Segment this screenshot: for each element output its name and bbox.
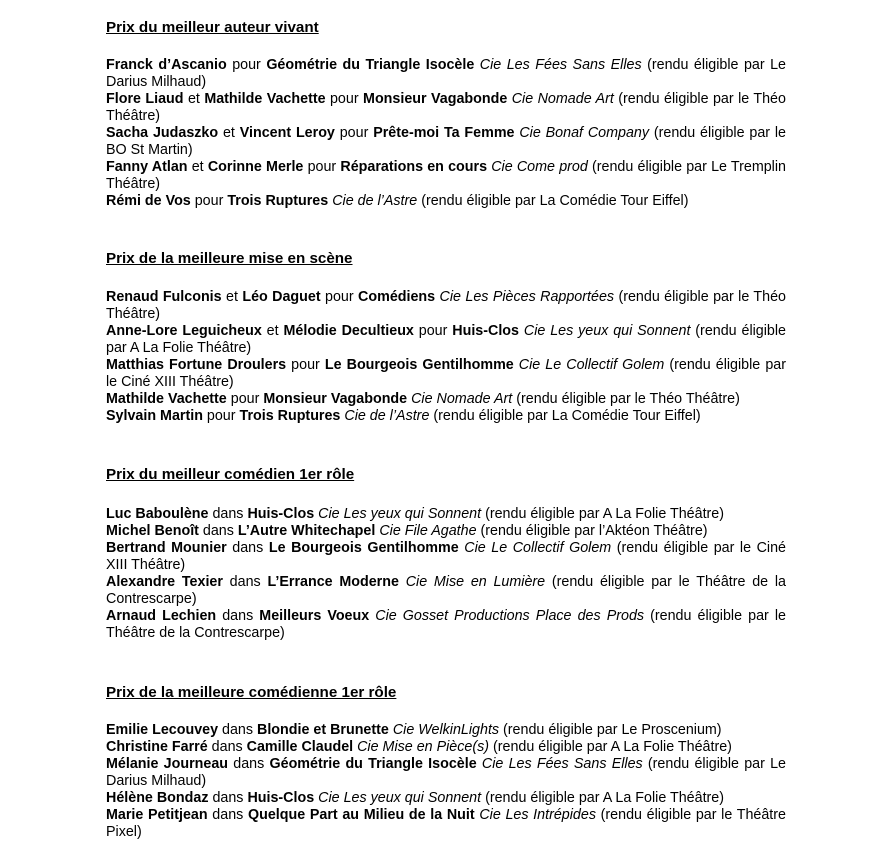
- bold-run: Trois Ruptures: [239, 408, 341, 424]
- bold-run: L’Errance Moderne: [267, 574, 399, 590]
- text-run: et: [187, 159, 208, 175]
- text-run: (rendu éligible par A La Folie Théâtre): [106, 323, 787, 356]
- section-comedien: [106, 466, 787, 641]
- list-item: [106, 739, 786, 756]
- text-run: dans: [216, 608, 260, 624]
- text-run: pour: [202, 408, 240, 424]
- text-run: (rendu éligible par l’Aktéon Théâtre): [476, 523, 708, 539]
- bold-run: Meilleurs Voeux: [259, 608, 370, 624]
- text-run: et: [183, 91, 205, 107]
- text-run: pour: [303, 159, 341, 175]
- entry-list: [106, 57, 786, 210]
- bold-run: Mathilde Vachette: [204, 91, 326, 107]
- italic-run: Cie Les Intrépides: [479, 807, 596, 823]
- bold-run: Emilie Lecouvey: [106, 722, 219, 738]
- italic-run: Cie Le Collectif Golem: [464, 540, 612, 556]
- bold-run: Franck d’Ascanio: [106, 57, 227, 73]
- bold-run: Blondie et Brunette: [257, 722, 389, 738]
- bold-run: Réparations en cours: [340, 159, 488, 175]
- list-item: [106, 323, 786, 357]
- bold-run: Renaud Fulconis: [106, 289, 222, 305]
- list-item: [106, 608, 786, 642]
- bold-run: Géométrie du Triangle Isocèle: [269, 756, 477, 772]
- italic-run: Cie Nomade Art: [411, 391, 513, 407]
- list-item: [106, 807, 786, 841]
- bold-run: Arnaud Lechien: [106, 608, 217, 624]
- text-run: et: [221, 289, 243, 305]
- section-heading: Prix de la meilleure mise en scène: [106, 250, 353, 267]
- text-run: (rendu éligible par le Théo Théâtre): [512, 391, 740, 407]
- bold-run: L’Autre Whitechapel: [237, 523, 376, 539]
- text-run: (rendu éligible par le Ciné XIII Théâtre): [106, 540, 786, 573]
- bold-run: Prête-moi Ta Femme: [373, 125, 515, 141]
- text-run: pour: [320, 289, 359, 305]
- text-run: dans: [207, 807, 248, 823]
- text-run: (rendu éligible par Le Tremplin Théâtre): [106, 159, 786, 192]
- italic-run: Cie Bonaf Company: [519, 125, 650, 141]
- list-item: [106, 790, 786, 807]
- text-run: (rendu éligible par le Théâtre Pixel): [106, 807, 786, 840]
- bold-run: Mélanie Journeau: [106, 756, 229, 772]
- bold-run: Michel Benoît: [106, 523, 199, 539]
- bold-run: Huis-Clos: [247, 790, 315, 806]
- list-item: [106, 540, 786, 574]
- list-item: [106, 159, 786, 193]
- section-auteur: [106, 19, 786, 229]
- text-run: (rendu éligible par La Comédie Tour Eiffel): [429, 408, 701, 424]
- text-run: dans: [226, 540, 269, 556]
- list-item: [106, 193, 786, 210]
- text-run: et: [218, 125, 240, 141]
- bold-run: Alexandre Texier: [106, 574, 223, 590]
- text-run: pour: [226, 391, 264, 407]
- bold-run: Comédiens: [358, 289, 436, 305]
- bold-run: Flore Liaud: [106, 91, 184, 107]
- bold-run: Luc Baboulène: [106, 506, 209, 522]
- text-run: (rendu éligible par le Théo Théâtre): [106, 91, 786, 124]
- bold-run: Le Bourgeois Gentilhomme: [268, 540, 459, 556]
- bold-run: Corinne Merle: [207, 159, 304, 175]
- text-run: dans: [222, 574, 268, 590]
- text-run: (rendu éligible par A La Folie Théâtre): [481, 506, 725, 522]
- text-run: [399, 574, 406, 590]
- bold-run: Matthias Fortune Droulers: [106, 357, 287, 373]
- text-run: dans: [228, 756, 270, 772]
- italic-run: Cie Come prod: [491, 159, 588, 175]
- italic-run: Cie Nomade Art: [511, 91, 614, 107]
- list-item: [106, 523, 786, 540]
- bold-run: Camille Claudel: [246, 739, 354, 755]
- list-item: [106, 357, 786, 391]
- text-run: (rendu éligible par Le Darius Milhaud): [106, 57, 786, 90]
- italic-run: Cie de l’Astre: [332, 193, 418, 209]
- document-body: [106, 0, 787, 840]
- text-run: (rendu éligible par le Théâtre de la Contrescarpe): [106, 574, 787, 607]
- bold-run: Hélène Bondaz: [106, 790, 209, 806]
- list-item: [106, 91, 786, 125]
- italic-run: Cie Les Fées Sans Elles: [481, 756, 643, 772]
- italic-run: Cie Les Pièces Rapportées: [439, 289, 615, 305]
- text-run: pour: [286, 357, 325, 373]
- list-item: [106, 574, 786, 608]
- list-item: [106, 125, 786, 159]
- italic-run: Cie Les yeux qui Sonnent: [523, 323, 691, 339]
- text-run: dans: [207, 739, 247, 755]
- text-run: pour: [226, 57, 267, 73]
- list-item: [106, 756, 786, 790]
- bold-run: Huis-Clos: [452, 323, 519, 339]
- text-run: pour: [334, 125, 374, 141]
- text-run: (rendu éligible par Le Proscenium): [499, 722, 722, 738]
- bold-run: Vincent Leroy: [239, 125, 335, 141]
- italic-run: Cie Les yeux qui Sonnent: [318, 790, 482, 806]
- entry-list: [106, 289, 786, 425]
- bold-run: Rémi de Vos: [106, 193, 191, 209]
- bold-run: Mathilde Vachette: [106, 391, 227, 407]
- bold-run: Monsieur Vagabonde: [363, 91, 508, 107]
- italic-run: Cie Les Fées Sans Elles: [479, 57, 642, 73]
- text-run: (rendu éligible par La Comédie Tour Eiffel): [417, 193, 689, 209]
- text-run: pour: [413, 323, 453, 339]
- italic-run: Cie Mise en Lumière: [405, 574, 546, 590]
- list-item: [106, 57, 786, 91]
- list-item: [106, 506, 786, 523]
- text-run: dans: [218, 722, 257, 738]
- italic-run: Cie Gosset Productions Place des Prods: [375, 608, 645, 624]
- bold-run: Trois Ruptures: [227, 193, 329, 209]
- bold-run: Marie Petitjean: [106, 807, 208, 823]
- text-run: (rendu éligible par A La Folie Théâtre): [489, 739, 732, 755]
- bold-run: Bertrand Mounier: [106, 540, 227, 556]
- section-heading: Prix du meilleur auteur vivant: [106, 19, 319, 36]
- text-run: dans: [208, 506, 248, 522]
- bold-run: Huis-Clos: [247, 506, 315, 522]
- text-run: (rendu éligible par le Ciné XIII Théâtre): [106, 357, 786, 390]
- text-run: pour: [325, 91, 364, 107]
- italic-run: Cie File Agathe: [379, 523, 477, 539]
- section-mise-en-scene: [106, 250, 787, 424]
- text-run: (rendu éligible par A La Folie Théâtre): [481, 790, 725, 806]
- section-comedienne: [106, 684, 787, 840]
- italic-run: Cie Mise en Pièce(s): [357, 739, 489, 755]
- entry-list: [106, 722, 786, 841]
- bold-run: Léo Daguet: [242, 289, 321, 305]
- text-run: (rendu éligible par le BO St Martin): [106, 125, 787, 158]
- text-run: (rendu éligible par le Théâtre de la Contrescarpe): [106, 608, 786, 641]
- text-run: et: [261, 323, 284, 339]
- section-heading: Prix de la meilleure comédienne 1er rôle: [106, 684, 397, 701]
- list-item: [106, 408, 786, 425]
- bold-run: Christine Farré: [106, 739, 208, 755]
- bold-run: Sylvain Martin: [106, 408, 203, 424]
- italic-run: Cie WelkinLights: [392, 722, 500, 738]
- text-run: dans: [198, 523, 238, 539]
- text-run: (rendu éligible par Le Darius Milhaud): [106, 756, 787, 789]
- bold-run: Fanny Atlan: [106, 159, 188, 175]
- list-item: [106, 289, 786, 323]
- text-run: dans: [208, 790, 248, 806]
- bold-run: Sacha Judaszko: [106, 125, 219, 141]
- bold-run: Mélodie Decultieux: [283, 323, 414, 339]
- bold-run: Monsieur Vagabonde: [263, 391, 408, 407]
- bold-run: Géométrie du Triangle Isocèle: [266, 57, 475, 73]
- text-run: pour: [190, 193, 228, 209]
- bold-run: Le Bourgeois Gentilhomme: [324, 357, 514, 373]
- entry-list: [106, 506, 786, 642]
- italic-run: Cie de l’Astre: [344, 408, 430, 424]
- bold-run: Anne-Lore Leguicheux: [106, 323, 262, 339]
- italic-run: Cie Les yeux qui Sonnent: [318, 506, 482, 522]
- italic-run: Cie Le Collectif Golem: [518, 357, 665, 373]
- list-item: [106, 722, 786, 739]
- bold-run: Quelque Part au Milieu de la Nuit: [247, 807, 475, 823]
- list-item: [106, 391, 786, 408]
- section-heading: Prix du meilleur comédien 1er rôle: [106, 466, 355, 483]
- text-run: (rendu éligible par le Théo Théâtre): [106, 289, 786, 322]
